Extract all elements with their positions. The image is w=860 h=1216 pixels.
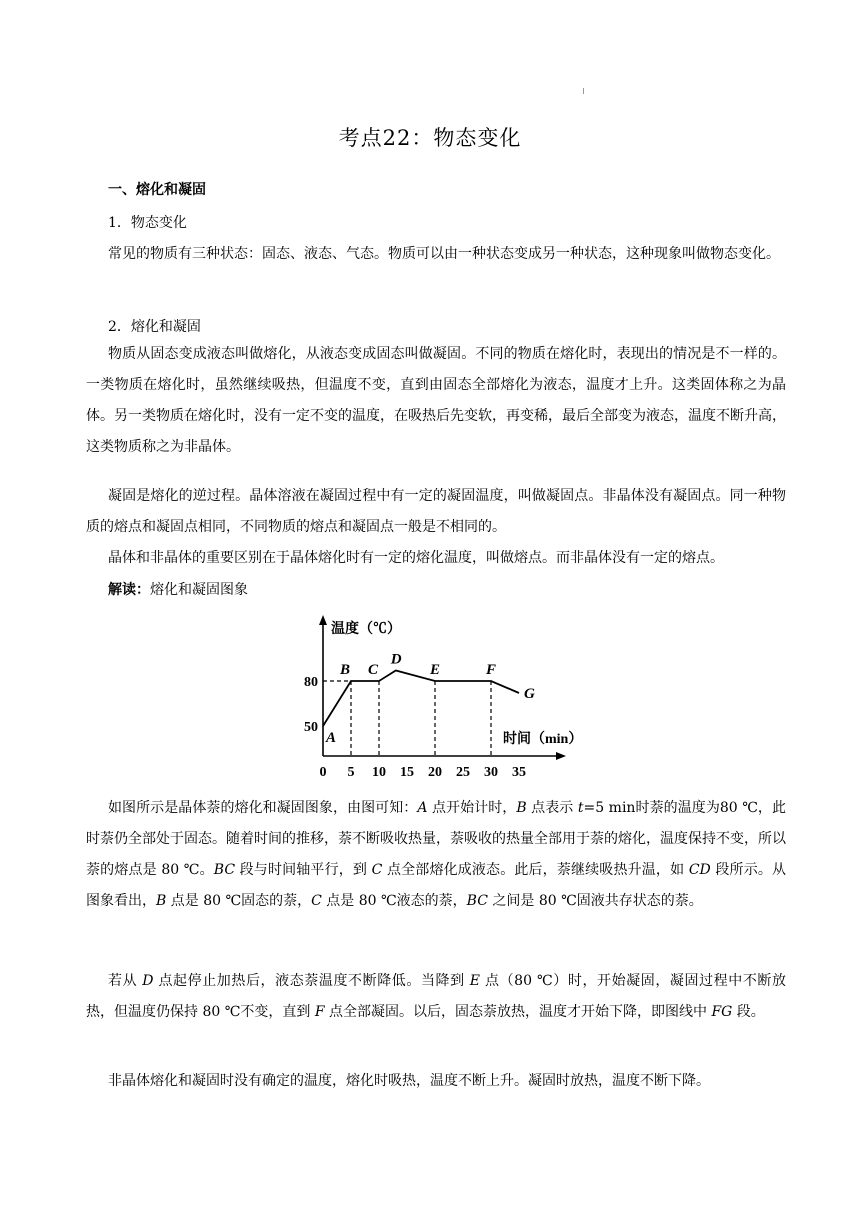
melting-curve-line <box>323 671 519 727</box>
point-label-B: B <box>340 662 351 678</box>
subheading-melting-solidifying: 2．熔化和凝固 <box>108 319 201 335</box>
subheading-phase-change: 1．物态变化 <box>108 215 187 231</box>
x-tick-label-0: 0 <box>319 765 327 780</box>
chart-explanation-segment: =5 min时萘的温度为80 ℃，此时萘仍全部处于固态。随着时间的推移，萘不断吸收热量，萘吸收的热量全部用于萘的熔化，温度保持不变，所以萘的熔点是 80 ℃。 <box>86 800 786 878</box>
x-tick-label-10: 10 <box>372 765 386 780</box>
x-tick-label-20: 20 <box>428 765 442 780</box>
paragraph-amorphous: 非晶体熔化和凝固时没有确定的温度，熔化时吸热，温度不断上升。凝固时放热，温度不断下降。 <box>108 1073 710 1089</box>
solidifying-explanation-segment: 若从 <box>108 973 143 989</box>
point-label-F: F <box>486 662 497 678</box>
chart-explanation-segment: BC <box>213 862 236 878</box>
paragraph-solidifying-explanation <box>86 966 786 1028</box>
x-axis-arrow <box>556 752 566 760</box>
point-label-E: E <box>430 662 441 678</box>
header-mark <box>583 88 584 94</box>
y-tick-label-50: 50 <box>304 720 318 735</box>
chart-explanation-segment: C <box>311 893 322 909</box>
solidifying-explanation-segment: FG <box>711 1004 733 1020</box>
interpretation-line <box>108 579 248 599</box>
chart-explanation-segment: 段所示。从图象看出， <box>86 862 787 909</box>
chart-explanation-segment: B <box>156 893 167 909</box>
chart-explanation-segment: 点是 80 ℃固态的萘， <box>166 893 312 909</box>
interpretation-text: 熔化和凝固图象 <box>150 582 248 598</box>
y-axis-arrow <box>319 615 327 625</box>
solidifying-explanation-segment: 点全部凝固。以后，固态萘放热，温度才开始下降，即图线中 <box>324 1004 712 1020</box>
chart-explanation-segment: B <box>516 800 527 816</box>
paragraph-solidifying: 凝固是熔化的逆过程。晶体溶液在凝固过程中有一定的凝固温度，叫做凝固点。非晶体没有凝固点。同一种物质的熔点和凝固点相同，不同物质的熔点和凝固点一般是不相同的。 <box>86 488 786 535</box>
point-label-A: A <box>326 730 337 746</box>
chart-explanation-segment: 点是 80 ℃液态的萘， <box>321 893 467 909</box>
chart-explanation-segment: A <box>417 800 428 816</box>
x-tick-label-30: 30 <box>484 765 498 780</box>
chart-explanation-segment: C <box>371 862 383 878</box>
melting-curve-chart <box>290 607 590 782</box>
chart-explanation-segment: 之间是 80 ℃固液共存状态的萘。 <box>487 893 703 909</box>
chart-explanation-segment: 段与时间轴平行，到 <box>235 862 372 878</box>
paragraph-chart-explanation <box>86 793 786 917</box>
point-label-C: C <box>368 662 379 678</box>
chart-explanation-segment: 如图所示是晶体萘的熔化和凝固图象，由图可知： <box>108 800 418 816</box>
chart-explanation-segment: t <box>577 800 584 816</box>
chart-explanation-segment: 点表示 <box>526 800 578 816</box>
point-label-G: G <box>524 686 535 702</box>
solidifying-explanation-segment: 点起停止加热后，液态萘温度不断降低。当降到 <box>153 973 470 989</box>
x-tick-label-35: 35 <box>512 765 526 780</box>
solidifying-explanation-segment: E <box>469 973 480 989</box>
x-axis-title: 时间（min） <box>503 732 583 747</box>
paragraph-melting: 物质从固态变成液态叫做熔化，从液态变成固态叫做凝固。不同的物质在熔化时，表现出的情况是不一样的。一类物质在熔化时，虽然继续吸热，但温度不变，直到由固态全部熔化为液态，温度才上升。这类固体称之为晶体。另一类物质在熔化时，没有一定不变的温度，在吸热后先变软，再变稀，最后全部变为液态，温度不断升高，这类物质称之为非晶体。 <box>86 346 786 455</box>
point-label-D: D <box>390 651 402 668</box>
chart-explanation-segment: BC <box>466 893 488 909</box>
chart-explanation-segment: 点全部熔化成液态。此后，萘继续吸热升温，如 <box>382 862 689 878</box>
x-tick-label-25: 25 <box>456 765 470 780</box>
solidifying-explanation-segment: D <box>142 973 154 989</box>
chart-explanation-segment: 点开始计时， <box>427 800 517 816</box>
chart-explanation-segment: CD <box>688 862 711 878</box>
page-title: 考点22：物态变化 <box>338 126 522 150</box>
solidifying-explanation-segment: 段。 <box>732 1004 765 1020</box>
y-axis-title: 温度（℃） <box>331 622 401 637</box>
paragraph-phase-change: 常见的物质有三种状态：固态、液态、气态。物质可以由一种状态变成另一种状态，这种现象叫做物态变化。 <box>108 246 780 262</box>
solidifying-explanation-segment: 点（80 ℃）时，开始凝固，凝固过程中不断放热，但温度仍保持 80 ℃不变，直到 <box>86 973 787 1020</box>
x-tick-label-15: 15 <box>400 765 414 780</box>
solidifying-explanation-segment: F <box>314 1004 325 1020</box>
y-tick-label-80: 80 <box>304 675 318 690</box>
interpretation-label: 解读： <box>108 582 150 598</box>
x-tick-label-5: 5 <box>347 765 355 780</box>
section-heading: 一、熔化和凝固 <box>108 182 206 198</box>
paragraph-crystal-difference: 晶体和非晶体的重要区别在于晶体熔化时有一定的熔化温度，叫做熔点。而非晶体没有一定的熔点。 <box>108 550 724 566</box>
